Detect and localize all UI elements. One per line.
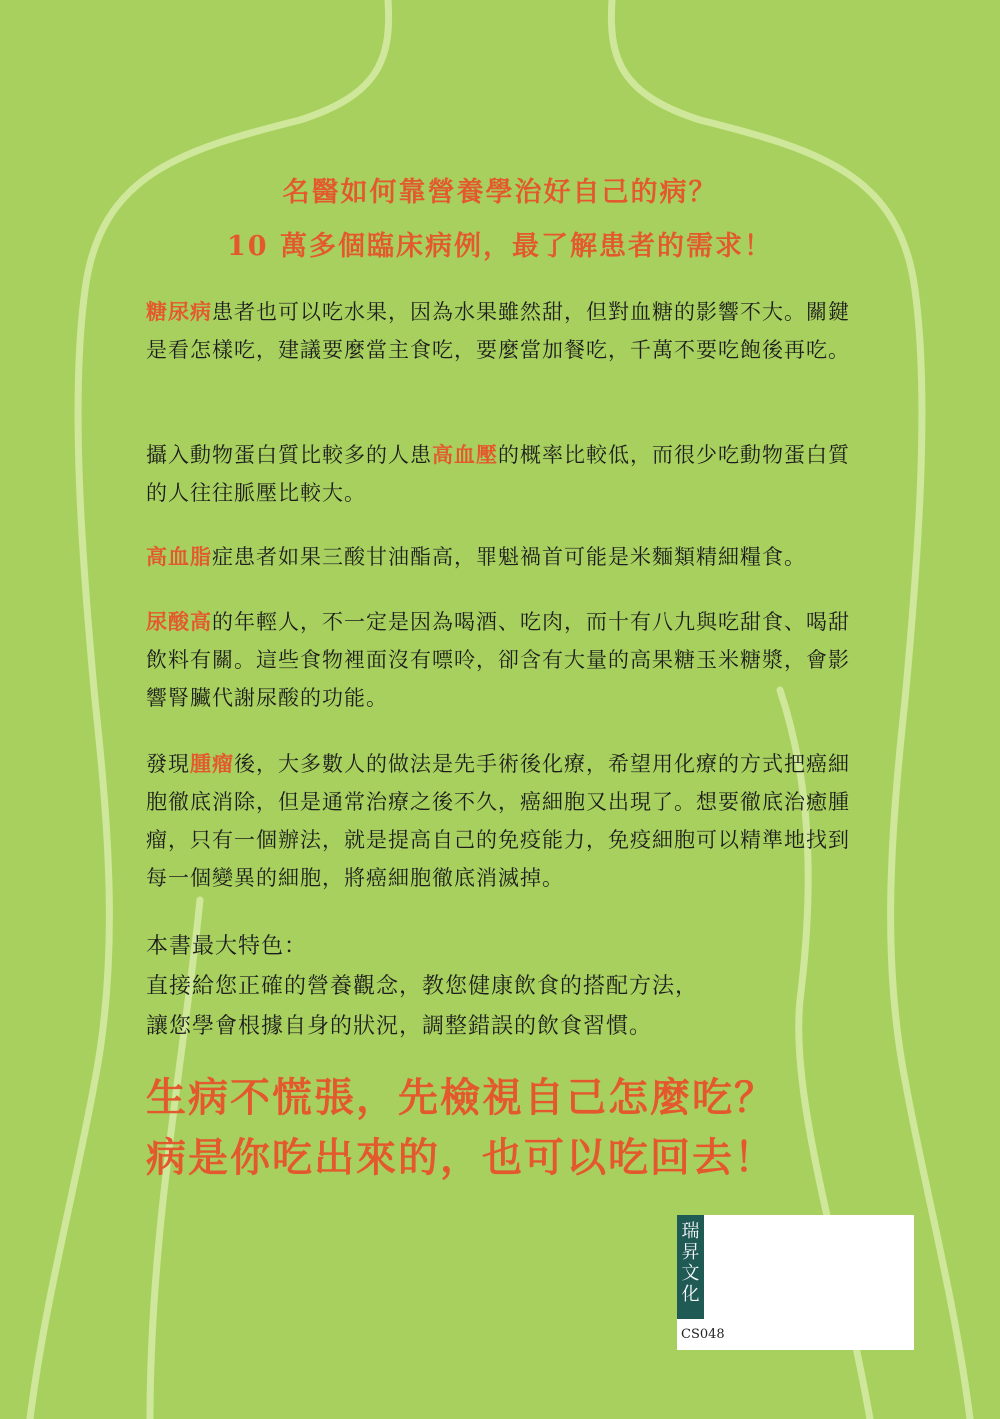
paragraph-uric-acid	[146, 603, 866, 717]
slogan-line-2: 病是你吃出來的，也可以吃回去！	[146, 1134, 776, 1181]
highlight-uric-acid: 尿酸高	[146, 609, 212, 634]
paragraph-text: 的概率比較低，而很少吃動物蛋白質的人往往脈壓比較大。	[146, 443, 850, 505]
highlight-hyperlipidemia: 高血脂	[146, 544, 212, 569]
features-line-2: 讓您學會根據自身的狀況，調整錯誤的飲食習慣。	[146, 1014, 653, 1039]
paragraph-text: 攝入動物蛋白質比較多的人患	[146, 443, 432, 467]
features-title: 本書最大特色：	[146, 934, 308, 959]
publisher-logo: 瑞昇文化	[677, 1215, 704, 1319]
paragraph-tumor	[146, 745, 866, 897]
paragraph-text: 患者也可以吃水果，因為水果雖然甜，但對血糖的影響不大。關鍵是看怎樣吃，建議要麼當主食吃，要麼當加餐吃，千萬不要吃飽後再吃。	[146, 300, 850, 362]
highlight-hypertension: 高血壓	[432, 442, 498, 467]
barcode-box	[677, 1215, 914, 1350]
highlight-tumor: 腫瘤	[190, 751, 234, 776]
paragraph-diabetes	[146, 293, 866, 369]
headline-line-1: 名醫如何靠營養學治好自己的病？	[282, 177, 718, 208]
paragraph-hypertension	[146, 436, 866, 512]
headline-line-2: 10 萬多個臨床病例，最了解患者的需求！	[227, 231, 773, 262]
slogan-line-1: 生病不慌張，先檢視自己怎麼吃？	[146, 1074, 776, 1121]
paragraph-text: 後，大多數人的做法是先手術後化療，希望用化療的方式把癌細胞徹底消除，但是通常治療之後不久，癌細胞又出現了。想要徹底治癒腫瘤，只有一個辦法，就是提高自己的免疫能力，免疫細胞可以精準地找到每一個變異的細胞，將癌細胞徹底消滅掉。	[146, 752, 850, 890]
highlight-diabetes: 糖尿病	[146, 299, 212, 324]
paragraph-text: 症患者如果三酸甘油酯高，罪魁禍首可能是米麵類精細糧食。	[212, 545, 806, 569]
paragraph-hyperlipidemia	[146, 538, 866, 576]
paragraph-text: 的年輕人，不一定是因為喝酒、吃肉，而十有八九與吃甜食、喝甜飲料有關。這些食物裡面沒有嘌呤，卻含有大量的高果糖玉米糖漿，會影響腎臟代謝尿酸的功能。	[146, 610, 850, 710]
product-code: CS048	[681, 1327, 725, 1342]
paragraph-text: 發現	[146, 752, 190, 776]
features-line-1: 直接給您正確的營養觀念，教您健康飲食的搭配方法，	[146, 974, 699, 999]
